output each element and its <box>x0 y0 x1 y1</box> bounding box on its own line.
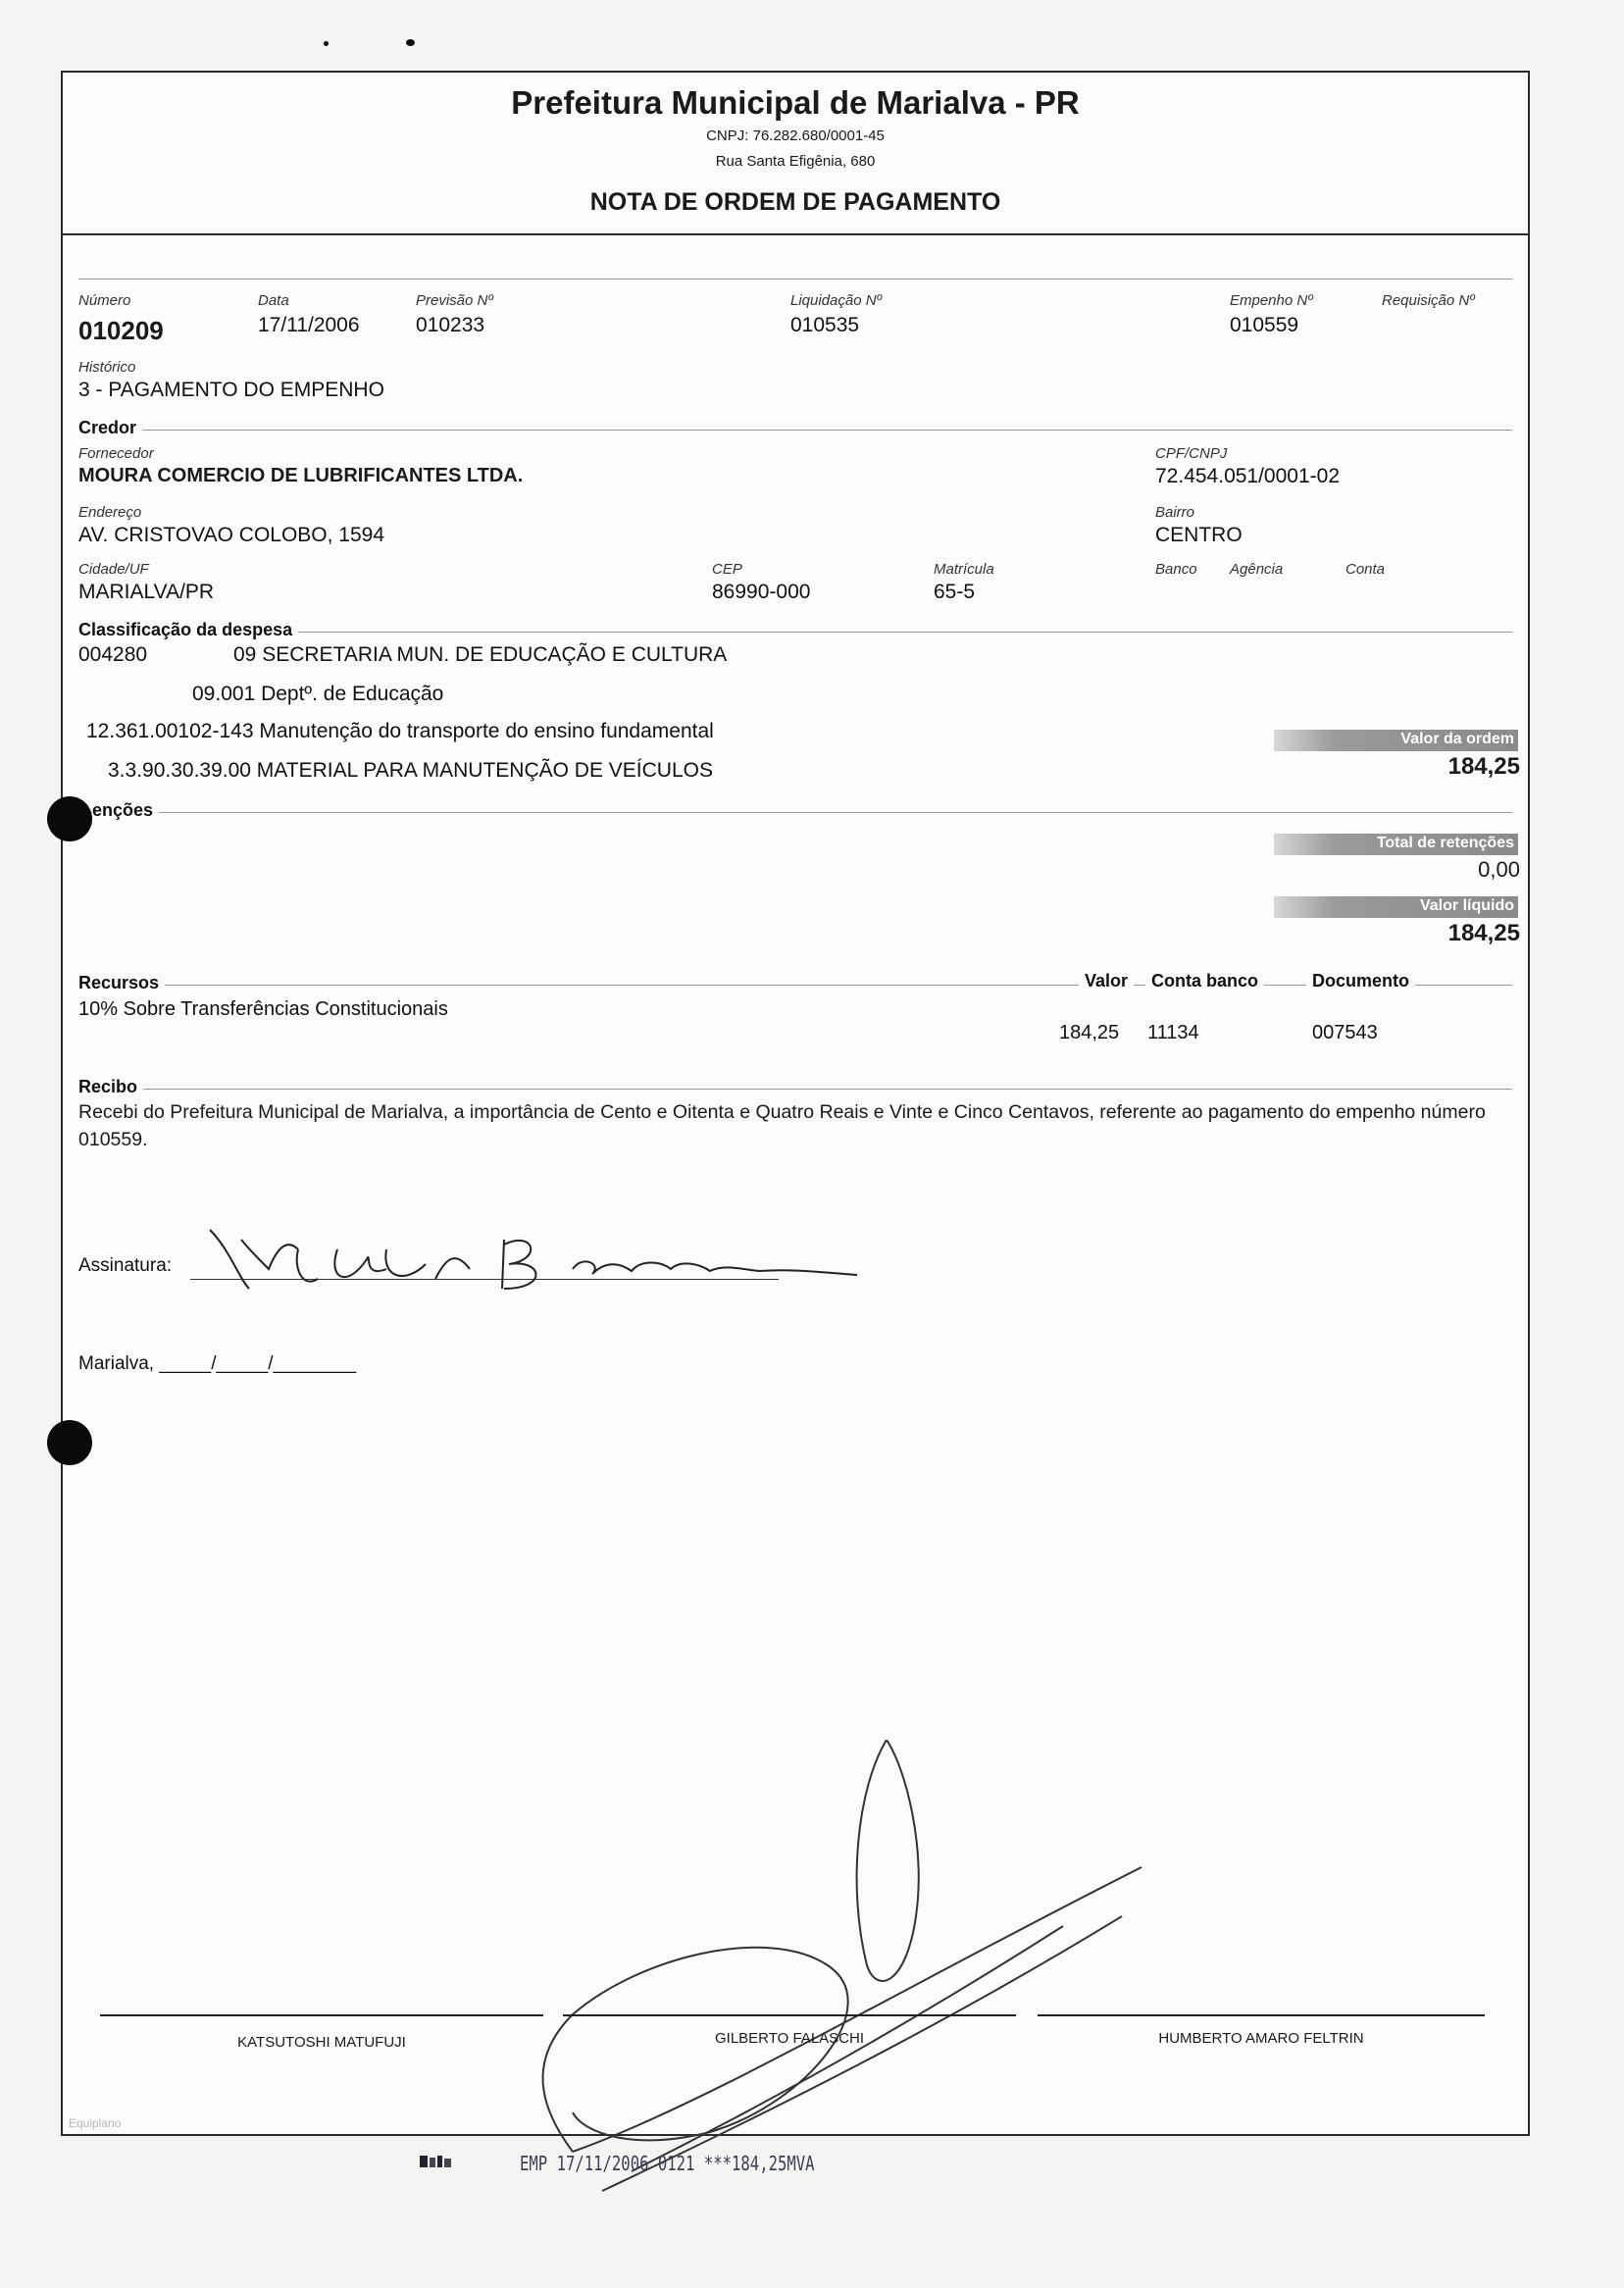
conta-label: Conta <box>1345 561 1386 578</box>
signatory-line-2 <box>563 2014 1016 2016</box>
cep-label: CEP <box>712 561 742 578</box>
recursos-divider <box>78 985 1512 986</box>
historico-label: Histórico <box>78 359 136 376</box>
handwritten-signature-large <box>514 1740 1200 2211</box>
data-label: Data <box>258 292 289 309</box>
classificacao-code: 004280 <box>78 643 148 666</box>
previsao-label: Previsão Nº <box>416 292 493 309</box>
valor-liquido-label: Valor líquido <box>1419 897 1514 914</box>
matricula-label: Matrícula <box>934 561 994 578</box>
signatory-line-1 <box>100 2014 543 2016</box>
requisicao-label: Requisição Nº <box>1382 292 1475 309</box>
total-retencoes-bar <box>1274 834 1518 855</box>
document-title: NOTA DE ORDEM DE PAGAMENTO <box>589 188 1001 216</box>
empenho-label: Empenho Nº <box>1230 292 1313 309</box>
endereco-label: Endereço <box>78 504 142 521</box>
cep-value: 86990-000 <box>712 581 811 603</box>
recursos-valor-header: Valor <box>1079 971 1134 991</box>
empenho-value: 010559 <box>1230 314 1299 336</box>
local-data: Marialva, _____/_____/________ <box>78 1353 357 1374</box>
punch-hole <box>47 796 92 841</box>
cpf-label: CPF/CNPJ <box>1155 445 1228 462</box>
classificacao-section: Classificação da despesa <box>78 620 298 640</box>
total-retencoes-label: Total de retenções <box>1376 835 1514 851</box>
endereco-value: AV. CRISTOVAO COLOBO, 1594 <box>78 524 385 546</box>
previsao-value: 010233 <box>416 314 485 336</box>
classificacao-line1: 09 SECRETARIA MUN. DE EDUCAÇÃO E CULTURA <box>233 643 728 666</box>
numero-label: Número <box>78 292 131 309</box>
payment-order-form <box>61 71 1530 2136</box>
signatory-name-3: HUMBERTO AMARO FELTRIN <box>1158 2030 1364 2047</box>
cnpj-text: CNPJ: 76.282.680/0001-45 <box>706 127 885 144</box>
recibo-divider <box>78 1089 1512 1090</box>
credor-divider <box>78 430 1512 431</box>
classificacao-line3: 12.361.00102-143 Manutenção do transporte do ensino fundamental <box>86 720 714 742</box>
retencoes-divider <box>78 812 1512 813</box>
recursos-valor: 184,25 <box>1059 1022 1120 1043</box>
valor-liquido-bar <box>1274 896 1518 918</box>
punch-hole <box>47 1420 92 1465</box>
signatory-line-3 <box>1038 2014 1485 2016</box>
retencoes-section: enções <box>92 800 159 821</box>
recursos-descricao: 10% Sobre Transferências Constitucionais <box>78 998 448 1020</box>
classificacao-line4: 3.3.90.30.39.00 MATERIAL PARA MANUTENÇÃO DE VEÍCULOS <box>108 759 713 782</box>
header-divider <box>63 233 1528 235</box>
matricula-value: 65-5 <box>934 581 976 603</box>
address-text: Rua Santa Efigênia, 680 <box>715 153 876 170</box>
municipality-title: Prefeitura Municipal de Marialva - PR <box>511 84 1080 121</box>
recibo-section: Recibo <box>78 1077 143 1097</box>
signatory-name-2: GILBERTO FALASCHI <box>715 2030 864 2047</box>
banco-label: Banco <box>1155 561 1197 578</box>
cidade-label: Cidade/UF <box>78 561 149 578</box>
scan-speck <box>406 39 415 46</box>
data-value: 17/11/2006 <box>258 314 360 336</box>
valor-liquido-value: 184,25 <box>1447 920 1520 946</box>
bank-stamp: EMP 17/11/2006 0121 ***184,25MVA <box>520 2152 815 2175</box>
assinatura-label: Assinatura: <box>78 1255 173 1276</box>
signatory-name-1: KATSUTOSHI MATUFUJI <box>237 2034 406 2051</box>
scan-speck <box>324 41 329 46</box>
agencia-label: Agência <box>1230 561 1284 578</box>
valor-ordem-label: Valor da ordem <box>1400 731 1514 747</box>
fornecedor-label: Fornecedor <box>78 445 154 462</box>
recursos-documento: 007543 <box>1312 1022 1378 1043</box>
stamp-logo-icon <box>420 2154 451 2169</box>
credor-section: Credor <box>78 418 142 438</box>
valor-ordem-bar <box>1274 730 1518 751</box>
cpf-value: 72.454.051/0001-02 <box>1155 465 1341 487</box>
recursos-conta: 11134 <box>1147 1022 1199 1043</box>
software-watermark: Equiplano <box>69 2116 122 2130</box>
fields-divider <box>78 279 1512 280</box>
total-retencoes-value: 0,00 <box>1478 857 1520 882</box>
cidade-value: MARIALVA/PR <box>78 581 215 603</box>
valor-ordem-value: 184,25 <box>1447 753 1520 780</box>
numero-value: 010209 <box>78 316 164 345</box>
recibo-text: Recebi do Prefeitura Municipal de Marialva, a importância de Cento e Oitenta e Quatro Reais e Vinte e Cinco Centavos, referente ao pagamento do empenho número 010559. <box>78 1101 1486 1150</box>
bairro-value: CENTRO <box>1155 524 1243 546</box>
liquidacao-label: Liquidação Nº <box>790 292 883 309</box>
fornecedor-value: MOURA COMERCIO DE LUBRIFICANTES LTDA. <box>78 465 524 486</box>
recursos-conta-header: Conta banco <box>1145 971 1264 991</box>
handwritten-signature <box>190 1210 877 1328</box>
recursos-section: Recursos <box>78 973 165 993</box>
bairro-label: Bairro <box>1155 504 1195 521</box>
recursos-documento-header: Documento <box>1306 971 1415 991</box>
classificacao-line2: 09.001 Deptº. de Educação <box>192 683 444 705</box>
historico-value: 3 - PAGAMENTO DO EMPENHO <box>78 379 384 401</box>
liquidacao-value: 010535 <box>790 314 860 336</box>
